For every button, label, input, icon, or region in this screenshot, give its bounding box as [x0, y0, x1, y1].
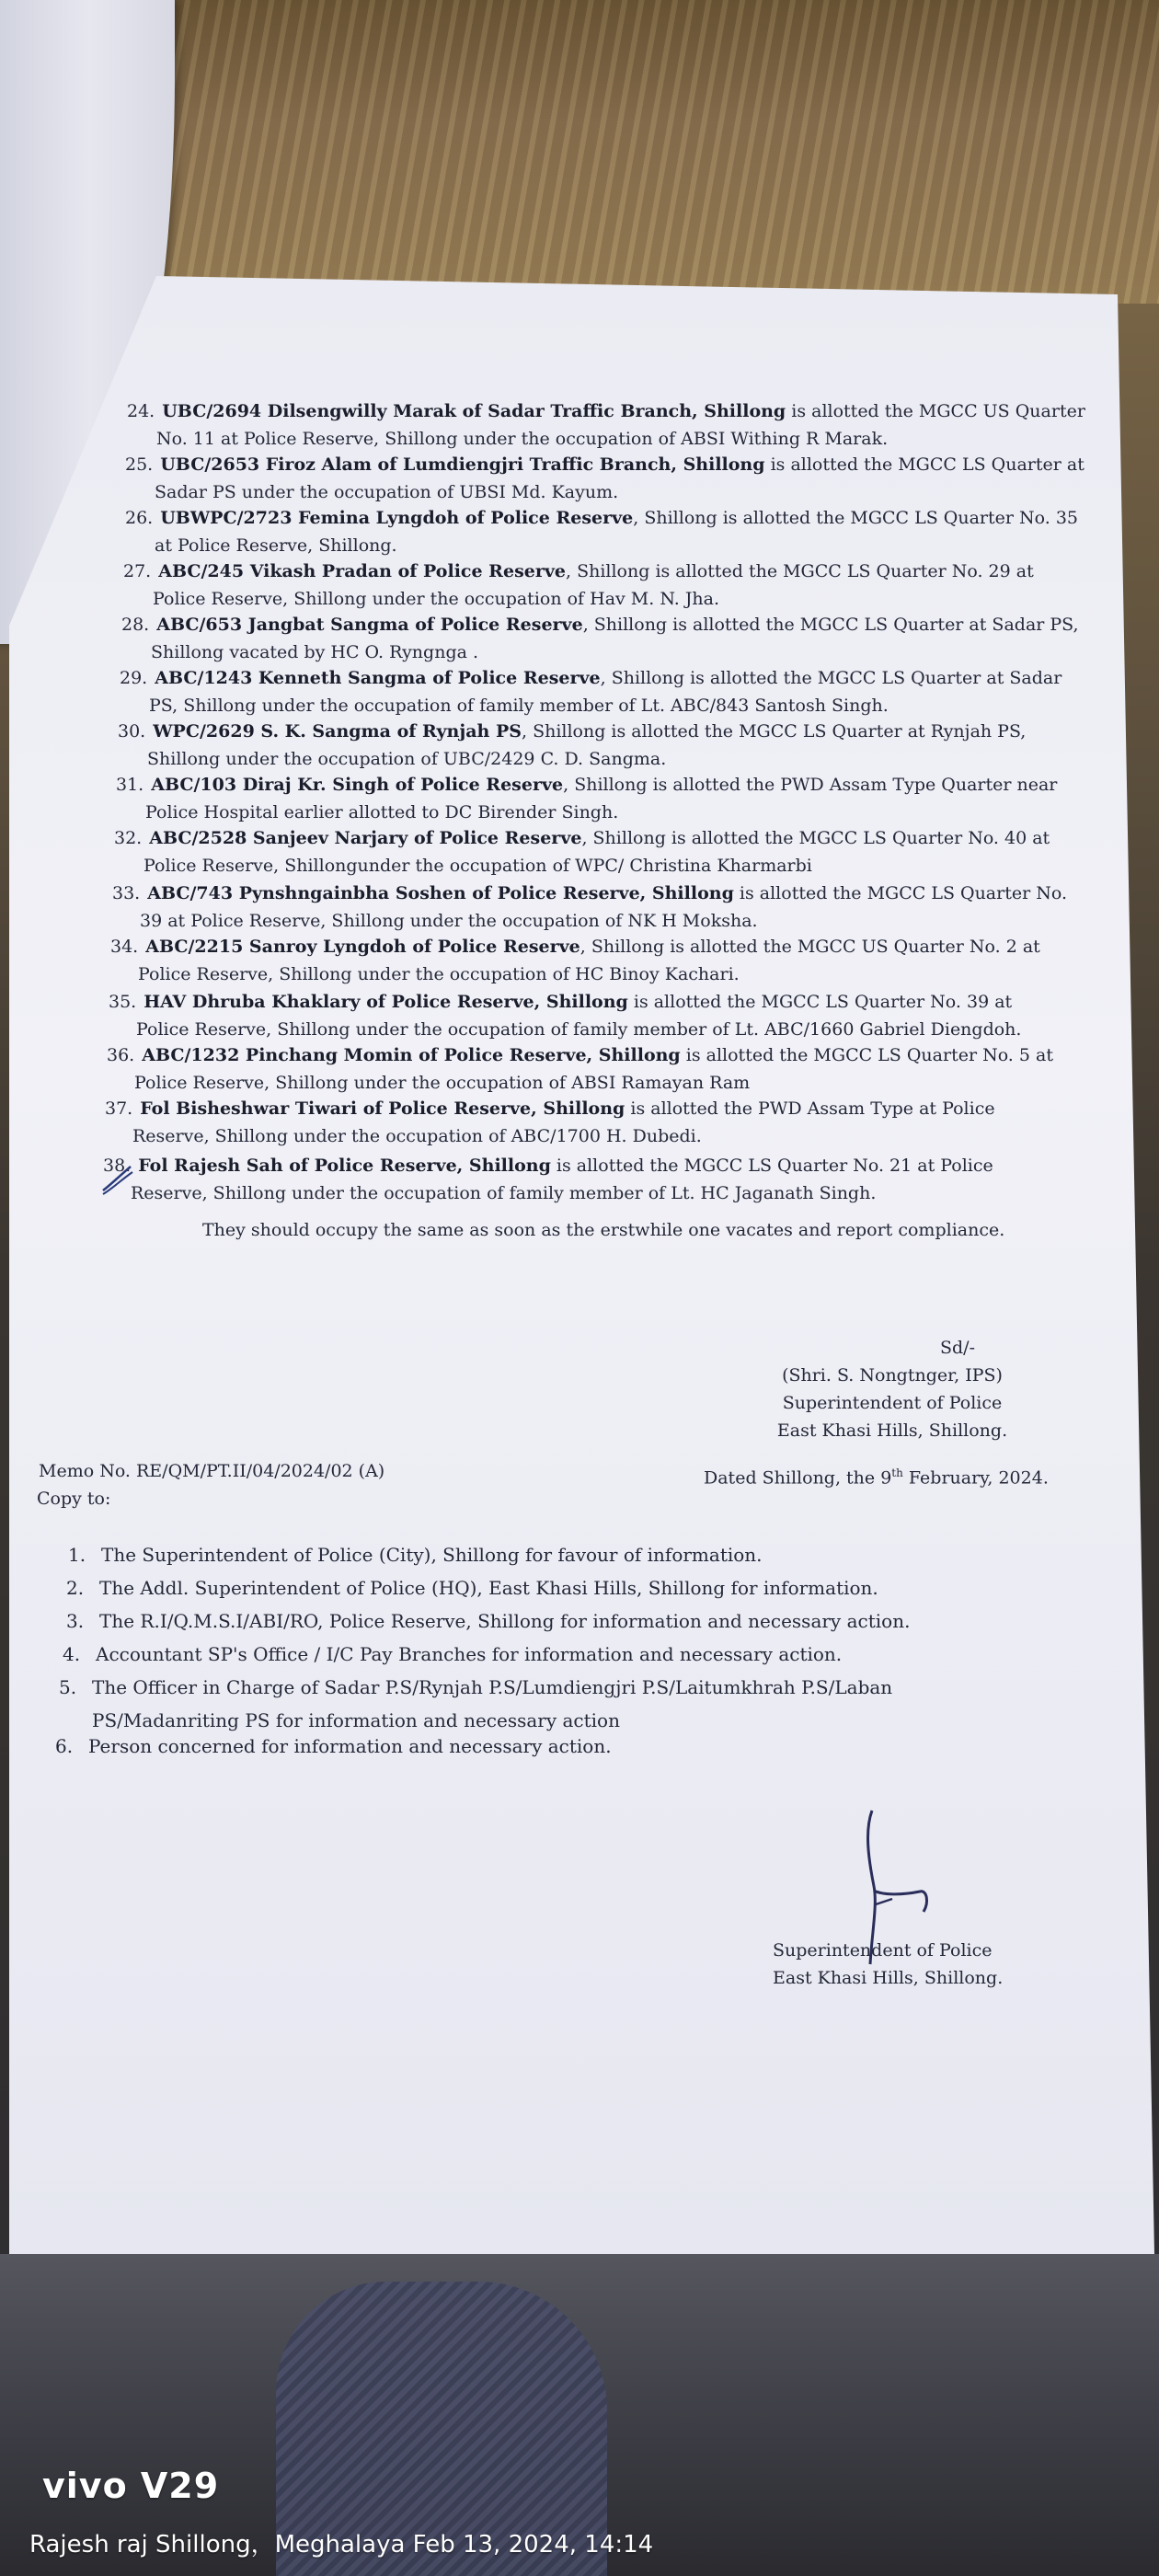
entry-allottee: ABC/653 Jangbat Sangma of Police Reserve: [156, 615, 583, 635]
entry-text: , Shillong is allotted the MGCC LS Quarter at Sadar: [600, 668, 1062, 688]
entry-allottee: ABC/743 Pynshngainbha Soshen of Police Reserve, Shillong: [147, 883, 734, 903]
entry-number: 29.: [120, 668, 148, 688]
entry-continuation: Police Reserve, Shillongunder the occupation of WPC/ Christina Kharmarbi: [143, 856, 812, 876]
copy-item: [55, 1730, 612, 1763]
bottom-signatory-title: Superintendent of Police: [773, 1940, 993, 1961]
entry-allottee: ABC/103 Diraj Kr. Singh of Police Reserve: [151, 775, 564, 795]
copy-item-text: The Superintendent of Police (City), Shillong for favour of information.: [101, 1544, 763, 1566]
allotment-entry: [120, 664, 1061, 719]
signatory-block: [754, 1334, 1030, 1444]
entry-text: is allotted the MGCC LS Quarter No. 39 at: [627, 992, 1013, 1012]
allotment-entry: [125, 504, 1078, 559]
allotment-entry: [118, 718, 1026, 773]
entry-number: 36.: [107, 1045, 135, 1065]
copy-item-number: 3.: [66, 1610, 85, 1632]
copy-item-text: The Officer in Charge of Sadar P.S/Rynjah P.S/Lumdiengjri P.S/Laitumkhrah P.S/Laban: [92, 1676, 893, 1698]
allotment-entry: [123, 558, 1034, 613]
copy-item-number: 4.: [63, 1643, 81, 1665]
signatory-district: East Khasi Hills, Shillong.: [776, 1420, 1008, 1441]
entry-text: , Shillong is allotted the MGCC LS Quarter No. 29 at: [566, 561, 1034, 581]
tick-mark: [99, 1161, 136, 1198]
entry-number: 37.: [105, 1098, 133, 1119]
camera-brand: vivo V29: [42, 2466, 220, 2506]
entry-allottee: UBC/2694 Dilsengwilly Marak of Sadar Traffic Branch, Shillong: [162, 401, 786, 421]
copy-item-continuation: PS/Madanriting PS for information and necessary action: [92, 1709, 620, 1731]
entry-number: 25.: [125, 454, 154, 475]
entry-continuation: Police Reserve, Shillong under the occupation of Hav M. N. Jha.: [153, 589, 720, 609]
copy-item-text: The Addl. Superintendent of Police (HQ), East Khasi Hills, Shillong for information.: [99, 1577, 878, 1599]
copy-item-text: Accountant SP's Office / I/C Pay Branches for information and necessary action.: [96, 1643, 843, 1665]
copy-to-label: Copy to:: [37, 1489, 111, 1509]
entry-continuation: Police Reserve, Shillong under the occupation of HC Binoy Kachari.: [138, 964, 740, 984]
entry-allottee: Fol Rajesh Sah of Police Reserve, Shillong: [138, 1156, 551, 1176]
entry-number: 35.: [109, 992, 137, 1012]
allotment-entry: [107, 1041, 1053, 1097]
allotment-entry: [105, 1095, 995, 1150]
entry-continuation: PS, Shillong under the occupation of family member of Lt. ABC/843 Santosh Singh.: [149, 696, 889, 716]
entry-text: , Shillong is allotted the MGCC LS Quarter at Sadar PS,: [582, 615, 1079, 635]
entry-number: 31.: [116, 775, 144, 795]
allotment-entry: [116, 771, 1057, 826]
entry-continuation: Reserve, Shillong under the occupation of family member of Lt. HC Jaganath Singh.: [131, 1183, 877, 1203]
copy-item-number: 6.: [55, 1735, 74, 1757]
memo-date-suffix: February, 2024.: [902, 1467, 1049, 1489]
camera-stamp: Rajesh raj Shillong，Meghalaya Feb 13, 2024, 14:14: [29, 2531, 654, 2559]
entry-continuation: Sadar PS under the occupation of UBSI Md. Kayum.: [155, 482, 619, 502]
copy-item: [66, 1604, 910, 1638]
entry-allottee: ABC/1243 Kenneth Sangma of Police Reserve: [155, 668, 601, 688]
memo-date-prefix: Dated Shillong, the 9: [704, 1467, 892, 1489]
sd-mark: Sd/-: [940, 1338, 975, 1358]
copy-item-number: 5.: [59, 1676, 77, 1698]
entry-text: is allotted the PWD Assam Type at Police: [625, 1098, 995, 1119]
entry-continuation: Police Hospital earlier allotted to DC Birender Singh.: [145, 802, 619, 822]
entry-allottee: UBWPC/2723 Femina Lyngdoh of Police Reserve: [160, 508, 634, 528]
allotment-entry: [127, 397, 1085, 453]
copy-item-text: Person concerned for information and necessary action.: [88, 1735, 612, 1757]
entry-text: is allotted the MGCC US Quarter: [786, 401, 1085, 421]
entry-text: is allotted the MGCC LS Quarter No. 5 at: [680, 1045, 1053, 1065]
entry-allottee: ABC/2215 Sanroy Lyngdoh of Police Reserve: [145, 937, 580, 957]
copy-item-number: 2.: [66, 1577, 85, 1599]
entry-number: 33.: [112, 883, 141, 903]
entry-allottee: Fol Bisheshwar Tiwari of Police Reserve, Shillong: [140, 1098, 625, 1119]
entry-continuation: No. 11 at Police Reserve, Shillong under the occupation of ABSI Withing R Marak.: [156, 429, 889, 449]
entry-text: , Shillong is allotted the MGCC LS Quarter at Rynjah PS,: [521, 721, 1027, 742]
entry-number: 34.: [110, 937, 139, 957]
entry-continuation: Shillong under the occupation of UBC/2429 C. D. Sangma.: [147, 749, 667, 769]
bottom-signatory: [773, 1937, 1049, 1992]
memo-number: Memo No. RE/QM/PT.II/04/2024/02 (A): [39, 1461, 385, 1481]
entry-allottee: ABC/1232 Pinchang Momin of Police Reserve, Shillong: [142, 1045, 681, 1065]
entry-number: 38.: [103, 1156, 132, 1176]
allotment-entry: [114, 824, 1050, 880]
entry-text: , Shillong is allotted the MGCC US Quarter No. 2 at: [580, 937, 1040, 957]
bottom-signatory-district: East Khasi Hills, Shillong.: [773, 1968, 1004, 1988]
entry-number: 26.: [125, 508, 154, 528]
copy-item: [63, 1638, 842, 1671]
entry-allottee: ABC/2528 Sanjeev Narjary of Police Reserve: [149, 828, 582, 848]
allotment-entry: [103, 1152, 993, 1207]
allotment-entry: [121, 611, 1079, 666]
copy-item-text: The R.I/Q.M.S.I/ABI/RO, Police Reserve, Shillong for information and necessary action.: [99, 1610, 911, 1632]
entry-text: , Shillong is allotted the MGCC LS Quarter No. 35: [633, 508, 1078, 528]
entry-continuation: Police Reserve, Shillong under the occupation of ABSI Ramayan Ram: [134, 1073, 751, 1093]
entry-text: is allotted the MGCC LS Quarter at: [764, 454, 1084, 475]
memo-date-sup: th: [891, 1466, 903, 1479]
entry-number: 28.: [121, 615, 150, 635]
allotment-entry: [109, 988, 1021, 1043]
copy-item: [68, 1538, 763, 1571]
entry-text: is allotted the MGCC LS Quarter No. 21 at Police: [550, 1156, 993, 1176]
allotment-entry: [112, 880, 1067, 935]
closing-line: They should occupy the same as soon as the erstwhile one vacates and report compliance.: [202, 1220, 1005, 1240]
entry-text: is allotted the MGCC LS Quarter No.: [733, 883, 1067, 903]
entry-allottee: UBC/2653 Firoz Alam of Lumdiengjri Traffic Branch, Shillong: [160, 454, 765, 475]
allotment-entry: [110, 933, 1040, 988]
entry-continuation: at Police Reserve, Shillong.: [155, 535, 397, 556]
entry-number: 30.: [118, 721, 146, 742]
entry-text: , Shillong is allotted the MGCC LS Quarter No. 40 at: [581, 828, 1050, 848]
entry-continuation: Shillong vacated by HC O. Ryngnga .: [151, 642, 479, 662]
entry-allottee: WPC/2629 S. K. Sangma of Rynjah PS: [153, 721, 522, 742]
copy-item-number: 1.: [68, 1544, 86, 1566]
signatory-name: (Shri. S. Nongtnger, IPS): [782, 1365, 1003, 1386]
entry-continuation: 39 at Police Reserve, Shillong under the occupation of NK H Moksha.: [140, 911, 758, 931]
signatory-title: Superintendent of Police: [782, 1393, 1003, 1413]
entry-number: 27.: [123, 561, 152, 581]
entry-number: 32.: [114, 828, 143, 848]
entry-allottee: ABC/245 Vikash Pradan of Police Reserve: [158, 561, 566, 581]
copy-item: [59, 1671, 892, 1737]
copy-item: [66, 1571, 878, 1604]
allotment-entry: [125, 451, 1084, 506]
entry-number: 24.: [127, 401, 155, 421]
entry-text: , Shillong is allotted the PWD Assam Type Quarter near: [563, 775, 1058, 795]
memo-date: [704, 1466, 1049, 1488]
entry-continuation: Police Reserve, Shillong under the occupation of family member of Lt. ABC/1660 Gabriel Diengdoh.: [136, 1019, 1022, 1040]
entry-allottee: HAV Dhruba Khaklary of Police Reserve, Shillong: [143, 992, 628, 1012]
entry-continuation: Reserve, Shillong under the occupation of ABC/1700 H. Dubedi.: [132, 1126, 702, 1146]
